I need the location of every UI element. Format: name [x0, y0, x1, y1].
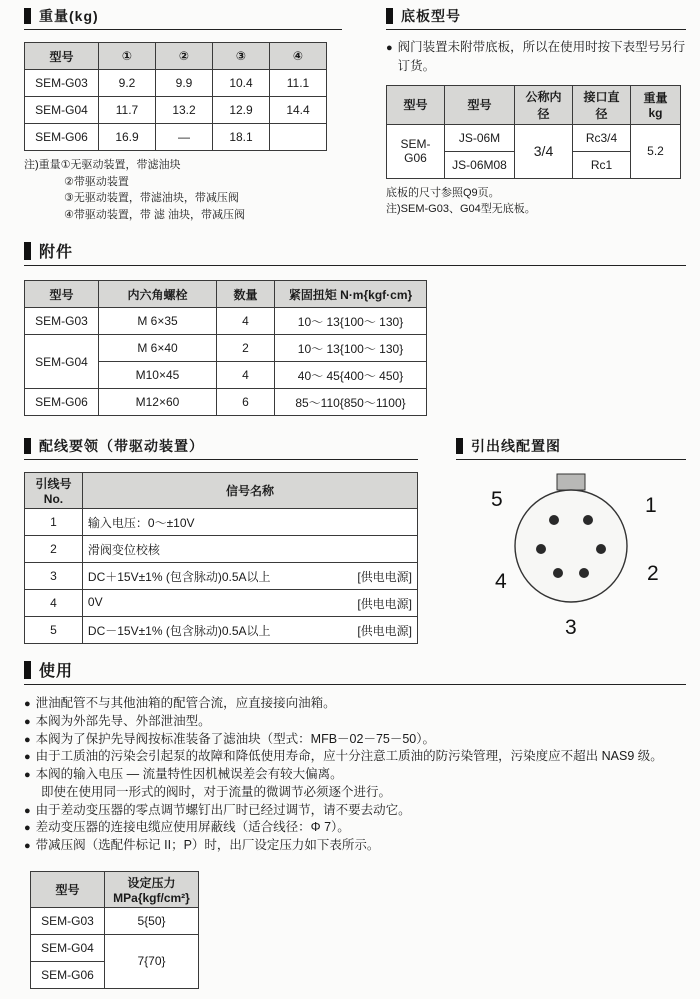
power-tag: [供电电源]: [357, 569, 412, 584]
signal-text: 滑阀变位校核: [87, 542, 160, 557]
usage-section-header: [24, 658, 686, 685]
wiring-table-header-row: [25, 473, 418, 509]
usage-list: [24, 695, 686, 855]
weight-row: [25, 70, 327, 97]
pin-dot: [583, 515, 593, 525]
accessories-col-qty: 数量: [217, 281, 275, 308]
wiring-col-signal: 信号名称: [82, 473, 417, 509]
pressure-row: [31, 907, 199, 934]
weight-col-3: ③: [213, 43, 270, 70]
power-tag: [供电电源]: [357, 596, 412, 611]
pin-label-3: 3: [565, 616, 577, 639]
power-tag: [供电电源]: [357, 623, 412, 638]
wiring-section: [24, 436, 418, 644]
torque-cell: 40～ 45{400～ 450}: [275, 362, 427, 389]
connector-body: [515, 490, 627, 602]
torque-cell: 10～ 13{100～ 130}: [275, 308, 427, 335]
model-cell: SEM-G04: [25, 335, 99, 389]
usage-item: [24, 713, 686, 731]
weight-value-cell: 13.2: [156, 97, 213, 124]
lead-no-cell: 2: [25, 536, 83, 563]
baseplate-col-weight: 重量 kg: [631, 85, 681, 124]
bullet-icon: ●: [24, 769, 31, 781]
baseplate-section-title: 底板型号: [401, 8, 461, 24]
pin-label-5: 5: [491, 488, 503, 511]
lead-no-cell: 1: [25, 509, 83, 536]
note-line: 底板的尺寸参照Q9页。: [386, 186, 500, 199]
model-cell: SEM-G04: [31, 934, 105, 961]
accessories-row: [25, 335, 427, 362]
lead-config-diagram: [457, 466, 685, 644]
wiring-row: [25, 509, 418, 536]
section-marker-bar: [24, 8, 31, 24]
signal-text: 输入电压：0～±10V: [87, 515, 195, 530]
baseplate-col-bore: 公称内径: [515, 85, 573, 124]
bullet-icon: ●: [24, 840, 31, 852]
signal-cell: [82, 590, 417, 617]
accessories-table-header-row: [25, 281, 427, 308]
set-pressure-table: [30, 871, 199, 989]
pin-label-4: 4: [495, 570, 507, 593]
baseplate-section-header: [386, 6, 686, 30]
wiring-row: [25, 536, 418, 563]
top-row: [24, 6, 686, 223]
qty-cell: 4: [217, 362, 275, 389]
lead-no-cell: 3: [25, 563, 83, 590]
bullet-icon: ●: [24, 698, 31, 710]
baseplate-intro: [386, 38, 686, 77]
pressure-row: [31, 934, 199, 961]
lead-config-section-title: 引出线配置图: [471, 438, 561, 454]
usage-section-title: 使用: [39, 663, 74, 680]
connector-tab: [557, 474, 585, 490]
usage-item-text: 由于工质油的污染会引起泵的故障和降低使用寿命，应十分注意工质油的防污染管理，污染度应不超出 NAS9 级。: [35, 749, 663, 764]
usage-item: [24, 731, 686, 749]
bore-cell: 3/4: [515, 124, 573, 178]
weight-value-cell: 11.7: [99, 97, 156, 124]
usage-item-text: 差动变压器的连接电缆应使用屏蔽线（适合线径：Φ 7）。: [35, 820, 350, 835]
wiring-table: [24, 472, 418, 644]
usage-item: [24, 766, 686, 784]
model-cell: SEM-G06: [25, 389, 99, 416]
bolt-cell: M12×60: [99, 389, 217, 416]
torque-cell: 85～110{850～1100}: [275, 389, 427, 416]
weight-table: [24, 42, 327, 151]
weight-section-header: [24, 6, 342, 30]
port-cell: Rc1: [573, 151, 631, 178]
signal-text: DC－15V±1% (包含脉动)0.5A以上: [87, 623, 271, 638]
signal-text: DC＋15V±1% (包含脉动)0.5A以上: [87, 569, 271, 584]
accessories-row: [25, 308, 427, 335]
mid-row: [24, 436, 686, 644]
signal-cell: [82, 509, 417, 536]
pin-label-2: 2: [647, 562, 659, 585]
signal-cell: [82, 563, 417, 590]
pressure-col-value: [105, 871, 199, 907]
weight-value-cell: [270, 124, 327, 151]
baseplate-intro-text: 阀门装置未附带底板，所以在使用时按下表型号另行订货。: [397, 40, 686, 74]
bullet-icon: ●: [24, 822, 31, 835]
wiring-row: [25, 563, 418, 590]
model-cell: SEM-G06: [387, 124, 445, 178]
bullet-icon: ●: [24, 715, 31, 728]
qty-cell: 2: [217, 335, 275, 362]
bolt-cell: M 6×40: [99, 335, 217, 362]
baseplate-col-port: 接口直径: [573, 85, 631, 124]
baseplate-col-valve-model: 型号: [387, 85, 445, 124]
baseplate-table: [386, 85, 681, 179]
pressure-value-cell: 7{70}: [105, 934, 199, 988]
pin-dot: [553, 568, 563, 578]
pin-dot: [596, 544, 606, 554]
weight-section: [24, 6, 342, 223]
pressure-table-header-row: [31, 871, 199, 907]
port-cell: Rc3/4: [573, 124, 631, 151]
signal-cell: [82, 536, 417, 563]
accessories-col-bolt: 内六角螺栓: [99, 281, 217, 308]
wiring-section-title: 配线要领（带驱动装置）: [39, 438, 204, 454]
wiring-col-no: 引线号No.: [25, 473, 83, 509]
note-line: ③无驱动装置，带滤油块，带减压阀: [64, 192, 239, 204]
model-cell: SEM-G03: [25, 308, 99, 335]
plate-model-cell: JS-06M: [445, 124, 515, 151]
weight-col-2: ②: [156, 43, 213, 70]
accessories-table: [24, 280, 427, 416]
signal-cell: [82, 617, 417, 644]
usage-item-text: 带减压阀（选配件标记 II；P）时，出厂设定压力如下表所示。: [35, 838, 380, 852]
usage-item: [24, 837, 686, 855]
weight-value-cell: 14.4: [270, 97, 327, 124]
weight-value-cell: 11.1: [270, 70, 327, 97]
weight-value-cell: 16.9: [99, 124, 156, 151]
baseplate-notes: [386, 185, 686, 218]
pin-label-1: 1: [645, 494, 657, 517]
usage-item: [24, 695, 686, 713]
baseplate-table-header-row: [387, 85, 681, 124]
weight-value-cell: 9.9: [156, 70, 213, 97]
pressure-value-cell: 5{50}: [105, 907, 199, 934]
pin-dot: [536, 544, 546, 554]
usage-item: [24, 819, 686, 837]
weight-table-header-row: [25, 43, 327, 70]
bullet-icon: ●: [24, 733, 31, 746]
wiring-section-header: [24, 436, 418, 460]
usage-item-text: 本阀为外部先导、外部泄油型。: [35, 713, 211, 728]
accessories-section-title: 附件: [39, 244, 74, 261]
signal-text: 0V: [87, 594, 103, 609]
model-cell: SEM-G03: [31, 907, 105, 934]
qty-cell: 4: [217, 308, 275, 335]
weight-value-cell: 9.2: [99, 70, 156, 97]
section-marker-bar: [24, 438, 31, 454]
weight-col-1: ①: [99, 43, 156, 70]
weight-value-cell: —: [156, 124, 213, 151]
torque-cell: 10～ 13{100～ 130}: [275, 335, 427, 362]
lead-no-cell: 5: [25, 617, 83, 644]
usage-item: [24, 748, 686, 766]
weight-section-title: 重量(kg): [39, 8, 99, 24]
weight-row: [25, 124, 327, 151]
qty-cell: 6: [217, 389, 275, 416]
note-line: ②带驱动装置: [64, 175, 129, 188]
lead-config-section: [456, 436, 686, 644]
usage-item-text: 本阀的输入电压 — 流量特性因机械误差会有较大偏离。: [35, 767, 343, 781]
pressure-header-line2: MPa{kgf/cm²}: [113, 890, 190, 905]
wiring-row: [25, 590, 418, 617]
model-cell: SEM-G06: [25, 124, 99, 151]
bullet-icon: ●: [24, 751, 31, 764]
bolt-cell: M10×45: [99, 362, 217, 389]
usage-item-continuation: 即使在使用同一形式的阀时，对于流量的微调节必须逐个进行。: [41, 784, 392, 799]
accessories-row: [25, 389, 427, 416]
usage-item-text: 泄油配管不与其他油箱的配管合流，应直接接向油箱。: [35, 696, 336, 710]
usage-item: [24, 802, 686, 820]
bullet-icon: ●: [386, 42, 393, 54]
weight-notes: [24, 157, 342, 223]
model-cell: SEM-G04: [25, 97, 99, 124]
weight-value-cell: 18.1: [213, 124, 270, 151]
lead-config-section-header: [456, 436, 686, 460]
pin-dot: [579, 568, 589, 578]
usage-item-text: 本阀为了保护先导阀按标准装备了滤油块（型式：MFB－02－75－50）。: [35, 731, 436, 746]
note-line: ④带驱动装置，带 滤 油块，带减压阀: [64, 208, 245, 221]
weight-col-4: ④: [270, 43, 327, 70]
model-cell: SEM-G06: [31, 961, 105, 988]
wiring-row: [25, 617, 418, 644]
bullet-icon: ●: [24, 804, 31, 817]
section-marker-bar: [456, 438, 463, 454]
baseplate-col-plate-model: 型号: [445, 85, 515, 124]
baseplate-section: [386, 6, 686, 218]
pressure-col-model: 型号: [31, 871, 105, 907]
weight-row: [25, 97, 327, 124]
weight-col-model: 型号: [25, 43, 99, 70]
plate-model-cell: JS-06M08: [445, 151, 515, 178]
usage-item-text: 由于差动变压器的零点调节螺钉出厂时已经过调节，请不要去动它。: [35, 802, 411, 817]
baseplate-row: [387, 124, 681, 151]
model-cell: SEM-G03: [25, 70, 99, 97]
lead-no-cell: 4: [25, 590, 83, 617]
weight-value-cell: 10.4: [213, 70, 270, 97]
accessories-col-model: 型号: [25, 281, 99, 308]
plate-weight-cell: 5.2: [631, 124, 681, 178]
bolt-cell: M 6×35: [99, 308, 217, 335]
weight-value-cell: 12.9: [213, 97, 270, 124]
section-marker-bar: [24, 242, 31, 260]
note-line: 注)SEM-G03、G04型无底板。: [386, 203, 536, 216]
pin-dot: [549, 515, 559, 525]
accessories-section-header: [24, 239, 686, 266]
accessories-col-torque: 紧固扭矩 N·m{kgf·cm}: [275, 281, 427, 308]
note-line: 注)重量①无驱动装置，带滤油块: [24, 159, 181, 171]
section-marker-bar: [24, 661, 31, 679]
section-marker-bar: [386, 8, 393, 24]
pressure-header-line1: 设定压力: [127, 875, 176, 890]
